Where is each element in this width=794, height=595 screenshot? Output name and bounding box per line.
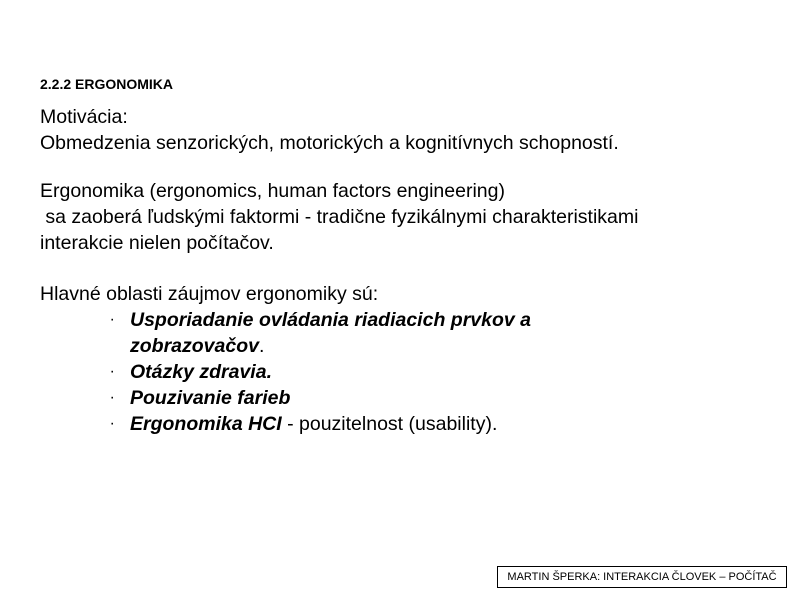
main-areas-block: [40, 281, 531, 437]
list-item-emphasis: Otázky zdravia.: [130, 361, 272, 383]
ergonomics-line-3: interakcie nielen počítačov.: [40, 232, 274, 254]
list-item-emphasis: Ergonomika HCI: [130, 413, 282, 435]
ergonomics-line-1: Ergonomika (ergonomics, human factors engineering): [40, 180, 505, 202]
list-item: [40, 411, 531, 437]
main-areas-intro: Hlavné oblasti záujmov ergonomiky sú:: [40, 283, 379, 305]
motivation-text: Obmedzenia senzorických, motorických a kognitívnych schopností.: [40, 132, 619, 154]
section-heading: 2.2.2 ERGONOMIKA: [40, 76, 174, 92]
bullet-icon: ∙: [110, 363, 115, 380]
list-item-text: - pouzitelnost (usability).: [281, 413, 498, 435]
main-areas-list: [40, 307, 531, 437]
list-item: [40, 307, 531, 359]
motivation-label: Motivácia:: [40, 106, 128, 128]
motivation-block: [40, 104, 619, 156]
list-item-text: .: [258, 335, 265, 357]
list-item-emphasis: Pouzivanie farieb: [130, 387, 291, 409]
list-item: [40, 385, 531, 411]
ergonomics-definition: [40, 178, 638, 256]
bullet-icon: ∙: [110, 389, 115, 406]
footer-credit: MARTIN ŠPERKA: INTERAKCIA ČLOVEK – POČÍTAČ: [497, 566, 787, 588]
bullet-icon: ∙: [110, 415, 115, 432]
bullet-icon: ∙: [110, 311, 115, 328]
list-item-emphasis: Usporiadanie ovládania riadiacich prvkov a: [130, 309, 531, 331]
ergonomics-line-2: sa zaoberá ľudskými faktormi - tradične fyzikálnymi charakteristikami: [40, 206, 639, 228]
list-item: [40, 359, 531, 385]
list-item-emphasis-continued: zobrazovačov: [130, 335, 259, 357]
